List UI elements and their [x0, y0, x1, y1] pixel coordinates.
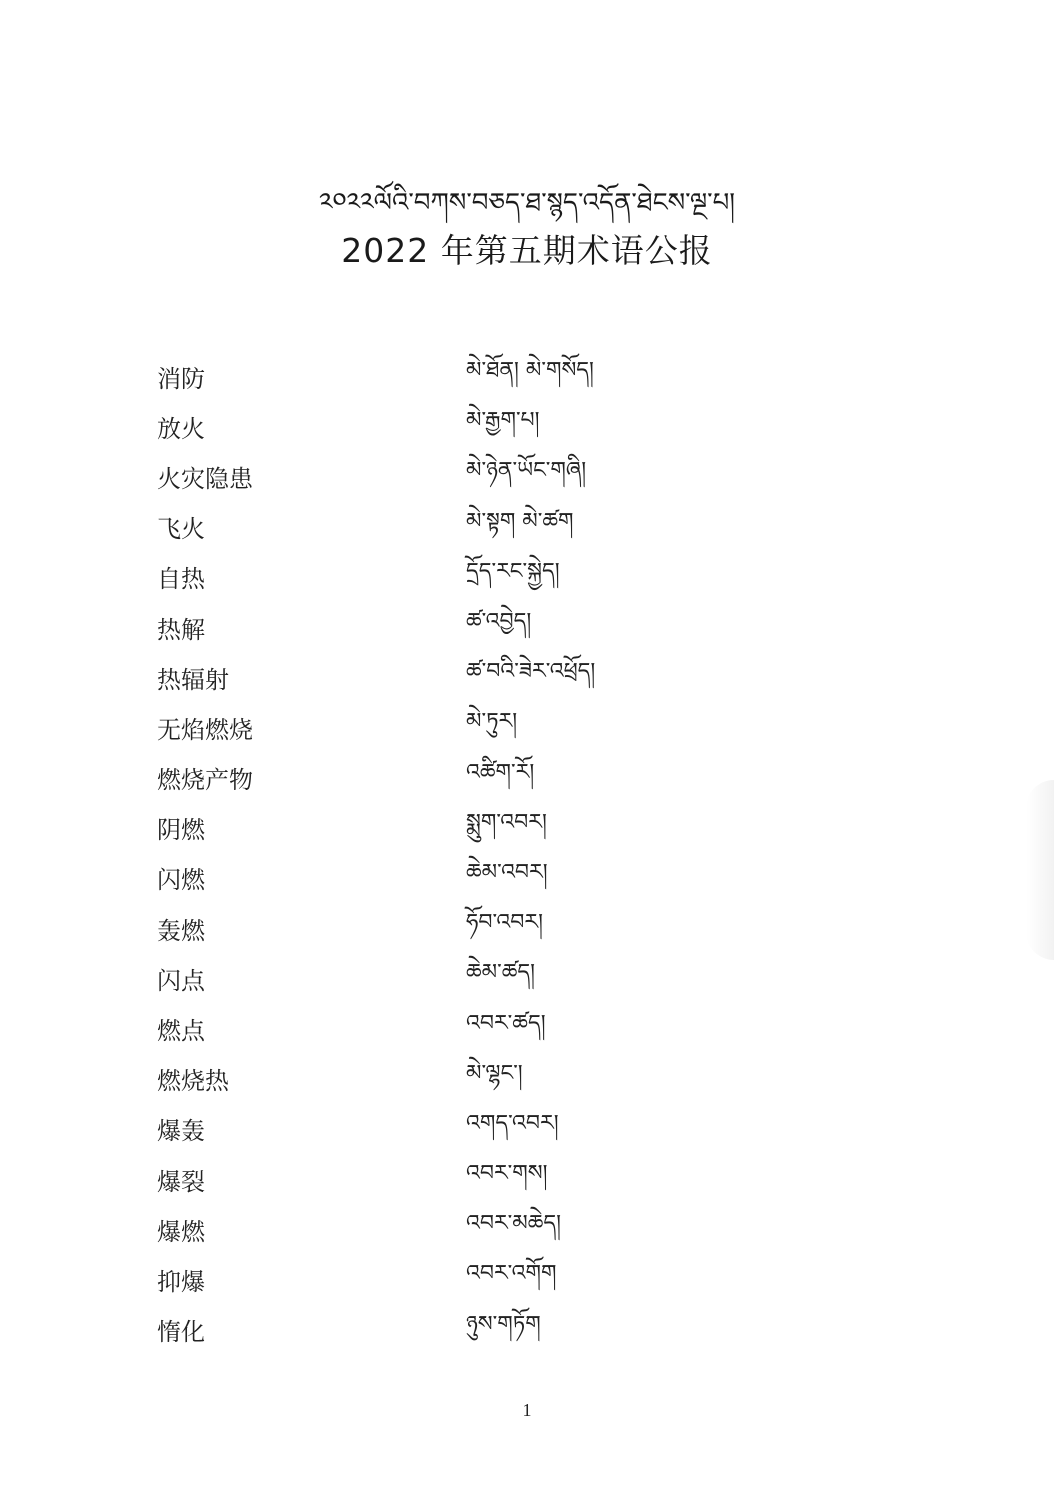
term-chinese: 阴燃	[157, 816, 205, 845]
term-chinese: 轰燃	[157, 916, 205, 945]
term-tibetan: མེ་ཏུར།	[466, 709, 518, 735]
term-tibetan: སྨུག་འབར།	[466, 809, 547, 835]
term-row	[157, 702, 917, 752]
term-tibetan: མེ་ཉེན་ཡོང་གཞི།	[466, 458, 587, 484]
title-chinese: 2022 年第五期术语公报	[341, 231, 713, 270]
term-tibetan: འབར་འགོག	[466, 1261, 557, 1287]
term-tibetan: མེ་སྟག མེ་ཚག	[466, 508, 574, 534]
term-chinese: 火灾隐患	[157, 464, 253, 493]
term-chinese: 燃烧热	[157, 1067, 229, 1096]
term-row	[157, 1204, 917, 1254]
term-row	[157, 652, 917, 702]
term-chinese: 爆轰	[157, 1117, 205, 1146]
term-chinese: 无焰燃烧	[157, 715, 253, 744]
term-tibetan: ཆེམ་ཚད།	[466, 960, 536, 986]
term-row	[157, 903, 917, 953]
term-list	[157, 351, 917, 1355]
term-tibetan: ཆེམ་འབར།	[466, 859, 548, 885]
term-chinese: 燃点	[157, 1017, 205, 1046]
term-row	[157, 1104, 917, 1154]
term-row	[157, 602, 917, 652]
term-row	[157, 1054, 917, 1104]
term-row	[157, 552, 917, 602]
term-row	[157, 401, 917, 451]
term-row	[157, 803, 917, 853]
term-chinese: 爆裂	[157, 1167, 205, 1196]
term-tibetan: དྲོད་རང་སྐྱེད།	[466, 558, 560, 584]
term-tibetan: མེ་ལྷང་།	[466, 1060, 523, 1086]
title-tibetan: ༢༠༢༢ལོའི་བཀས་བཅད་ཐ་སྙད་འདོན་ཐེངས་ལྔ་པ།	[318, 188, 736, 218]
term-chinese: 爆燃	[157, 1217, 205, 1246]
term-row	[157, 1305, 917, 1355]
term-tibetan: འབར་ཚད།	[466, 1010, 546, 1036]
term-row	[157, 1254, 917, 1304]
term-chinese: 热辐射	[157, 665, 229, 694]
term-row	[157, 953, 917, 1003]
term-tibetan: ཚ་བའི་ཟེར་འཕྲོད།	[466, 659, 596, 685]
term-tibetan: ཉུས་གཏོག	[466, 1311, 541, 1337]
term-chinese: 闪点	[157, 966, 205, 995]
term-chinese: 抑爆	[157, 1267, 205, 1296]
page-number: 1	[522, 1400, 532, 1420]
term-row	[157, 1154, 917, 1204]
term-chinese: 放火	[157, 414, 205, 443]
term-tibetan: མེ་རྒྱག་པ།	[466, 408, 540, 434]
term-row	[157, 853, 917, 903]
term-row	[157, 351, 917, 401]
term-tibetan: འབར་མཆེད།	[466, 1211, 562, 1237]
term-tibetan: ཧོབ་འབར།	[466, 910, 543, 936]
term-tibetan: ཚ་འབྱེད།	[466, 609, 532, 635]
page-edge-shadow	[1026, 780, 1054, 960]
term-tibetan: འཚིག་རོ།	[466, 759, 535, 785]
term-tibetan: འགད་འབར།	[466, 1110, 559, 1136]
term-chinese: 惰化	[157, 1318, 205, 1347]
term-chinese: 消防	[157, 364, 205, 393]
term-tibetan: འབར་གས།	[466, 1161, 548, 1187]
term-chinese: 热解	[157, 615, 205, 644]
term-chinese: 自热	[157, 565, 205, 594]
term-tibetan: མེ་ཐོན། མེ་གསོད།	[466, 358, 594, 384]
term-row	[157, 502, 917, 552]
term-chinese: 闪燃	[157, 866, 205, 895]
term-chinese: 燃烧产物	[157, 766, 253, 795]
term-row	[157, 753, 917, 803]
term-row	[157, 451, 917, 501]
term-row	[157, 1003, 917, 1053]
term-chinese: 飞火	[157, 515, 205, 544]
